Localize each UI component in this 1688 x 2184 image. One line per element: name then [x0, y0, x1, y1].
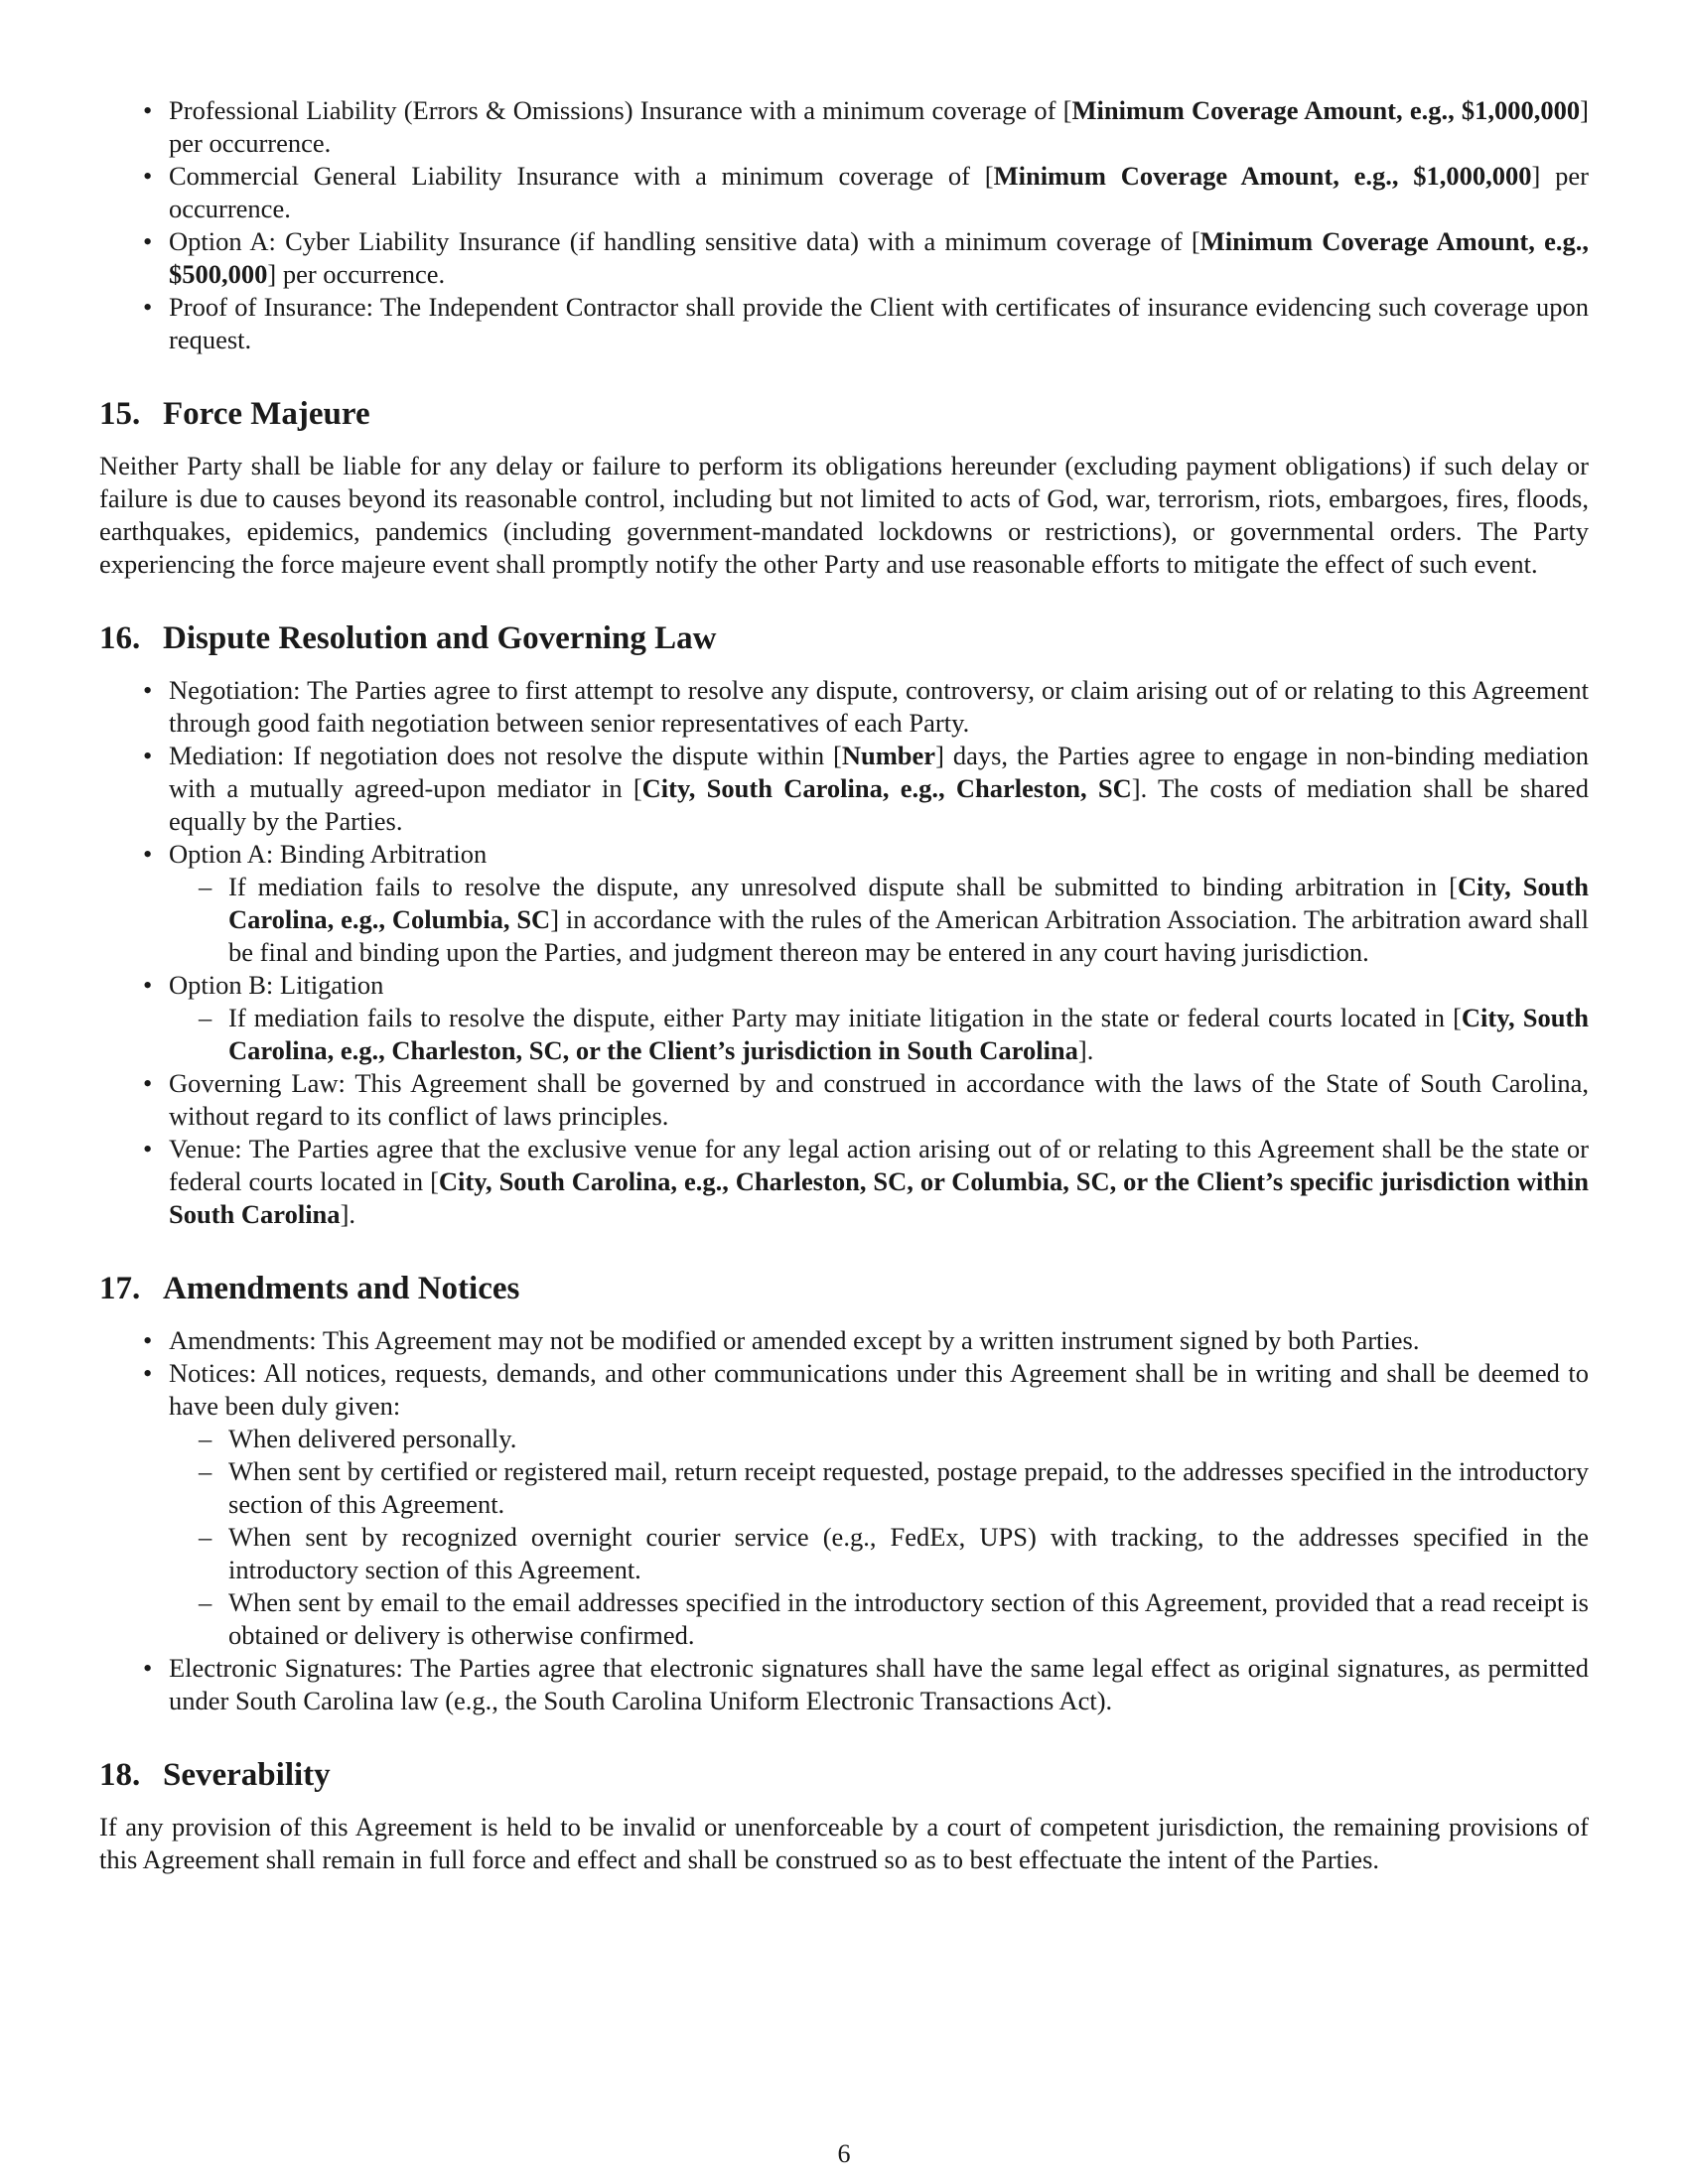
item-text: Option B: Litigation [169, 970, 384, 1000]
placeholder-text: Minimum Coverage Amount, e.g., $1,000,000 [1071, 95, 1581, 125]
item-text: Electronic Signatures: The Parties agree that electronic signatures shall have the same legal effect as original signatures, as permitted under South Carolina law (e.g., the South Carolina Uniform Electronic Transactions Act). [169, 1653, 1589, 1715]
list-item-negotiation [99, 674, 1589, 740]
list-item-amendments [99, 1324, 1589, 1357]
placeholder-text: Number [841, 741, 936, 770]
section-number: 17. [99, 1271, 141, 1306]
list-item [99, 225, 1589, 291]
section-number: 18. [99, 1757, 141, 1793]
page-number: 6 [837, 2139, 851, 2168]
list-item [99, 94, 1589, 160]
amendments-list [99, 1324, 1589, 1717]
list-item-venue [99, 1133, 1589, 1231]
item-text: Commercial General Liability Insurance with a minimum coverage of [ [169, 161, 994, 191]
section-heading-amendments [99, 1269, 1589, 1308]
force-majeure-paragraph: Neither Party shall be liable for any delay or failure to perform its obligations hereunder (excluding payment obligations) if such delay or failure is due to causes beyond its reasonable control, including but not limited to acts of God, war, terrorism, riots, embargoes, fires, floods, earthquakes, epidemics, pandemics (including government-mandated lockdowns or restrictions), or governmental orders. The Party experiencing the force majeure event shall promptly notify the other Party and use reasonable efforts to mitigate the effect of such event. [99, 451, 1589, 579]
placeholder-text: City, South Carolina, e.g., Charleston, SC, or Columbia, SC, or the Client’s specific jurisdiction within South Carolina [169, 1166, 1590, 1229]
sub-list-item: – When delivered personally. [169, 1423, 1589, 1455]
placeholder-text: Minimum Coverage Amount, e.g., $1,000,000 [993, 161, 1532, 191]
sub-list-item [169, 871, 1589, 969]
placeholder-text: City, South Carolina, e.g., Columbia, SC [228, 872, 1589, 934]
item-text: Proof of Insurance: The Independent Contractor shall provide the Client with certificates of insurance evidencing such coverage upon request. [169, 292, 1589, 354]
item-text: Venue: The Parties agree that the exclusive venue for any legal action arising out of or relating to this Agreement shall be the state or federal courts located in [ [169, 1134, 1589, 1196]
section-number: 15. [99, 396, 141, 432]
item-text: Mediation: If negotiation does not resolve the dispute within [ [169, 741, 842, 770]
dispute-list [99, 674, 1589, 1231]
list-item [99, 160, 1589, 225]
sub-list-item: – When sent by email to the email addresses specified in the introductory section of this Agreement, provided that a read receipt is obtained or delivery is otherwise confirmed. [169, 1586, 1589, 1652]
item-text: Option A: Cyber Liability Insurance (if handling sensitive data) with a minimum coverage of [ [169, 226, 1200, 256]
item-text: If mediation fails to resolve the dispute, either Party may initiate litigation in the state or federal courts located in [ [228, 1003, 1462, 1032]
section-title: Amendments and Notices [163, 1271, 520, 1306]
section-title: Dispute Resolution and Governing Law [163, 620, 717, 656]
list-item-electronic-signatures [99, 1652, 1589, 1717]
item-text: Amendments: This Agreement may not be modified or amended except by a written instrument signed by both Parties. [169, 1325, 1420, 1355]
item-text: ]. [1077, 1035, 1094, 1065]
placeholder-text: City, South Carolina, e.g., Charleston, SC, or the Client’s jurisdiction in South Carolina [228, 1003, 1589, 1065]
sub-list-item: – When sent by certified or registered mail, return receipt requested, postage prepaid, to the addresses specified in the introductory section of this Agreement. [169, 1455, 1589, 1521]
list-item-option-b [99, 969, 1589, 1067]
item-text: If mediation fails to resolve the dispute, any unresolved dispute shall be submitted to binding arbitration in [ [228, 872, 1458, 901]
list-item-mediation [99, 740, 1589, 838]
item-text: ]. The costs of mediation shall be shared equally by the Parties. [169, 773, 1589, 836]
section-heading-dispute-resolution [99, 618, 1589, 658]
section-heading-force-majeure [99, 394, 1589, 434]
placeholder-text: City, South Carolina, e.g., Charleston, SC [641, 773, 1132, 803]
list-item-option-a [99, 838, 1589, 969]
severability-paragraph: If any provision of this Agreement is held to be invalid or unenforceable by a court of competent jurisdiction, the remaining provisions of this Agreement shall remain in full force and effect and shall be construed so as to best effectuate the intent of the Parties. [99, 1812, 1589, 1874]
item-text: Negotiation: The Parties agree to first attempt to resolve any dispute, controversy, or claim arising out of or relating to this Agreement through good faith negotiation between senior representatives of each Party. [169, 675, 1589, 738]
item-text: ] days, the Parties agree to engage in non-binding mediation with a mutually agreed-upon mediator in [ [169, 741, 1589, 803]
section-title: Severability [163, 1757, 331, 1793]
item-text: ]. [340, 1199, 356, 1229]
sub-list-item: – When sent by recognized overnight courier service (e.g., FedEx, UPS) with tracking, to the addresses specified in the introductory section of this Agreement. [169, 1521, 1589, 1586]
item-text: Notices: All notices, requests, demands, and other communications under this Agreement shall be in writing and shall be deemed to have been duly given: [169, 1358, 1589, 1421]
option-a-sublist [169, 871, 1589, 969]
item-text: ] per occurrence. [169, 95, 1589, 158]
section-heading-severability [99, 1755, 1589, 1795]
notices-sublist [169, 1423, 1589, 1652]
sub-list-item [169, 1002, 1589, 1067]
section-number: 16. [99, 620, 141, 656]
list-item-governing-law [99, 1067, 1589, 1133]
document-page [99, 94, 1589, 1876]
item-text: ] per occurrence. [169, 161, 1589, 223]
insurance-list [99, 94, 1589, 356]
placeholder-text: Minimum Coverage Amount, e.g., $500,000 [169, 226, 1589, 289]
option-b-sublist [169, 1002, 1589, 1067]
list-item-notices [99, 1357, 1589, 1652]
item-text: ] in accordance with the rules of the American Arbitration Association. The arbitration award shall be final and binding upon the Parties, and judgment thereon may be entered in any court having jurisdiction. [228, 904, 1590, 967]
item-text: Option A: Binding Arbitration [169, 839, 488, 869]
list-item [99, 291, 1589, 356]
item-text: Governing Law: This Agreement shall be governed by and construed in accordance with the laws of the State of South Carolina, without regard to its conflict of laws principles. [169, 1068, 1589, 1131]
item-text: ] per occurrence. [267, 259, 446, 289]
section-title: Force Majeure [163, 396, 370, 432]
item-text: Professional Liability (Errors & Omissions) Insurance with a minimum coverage of [ [169, 95, 1072, 125]
